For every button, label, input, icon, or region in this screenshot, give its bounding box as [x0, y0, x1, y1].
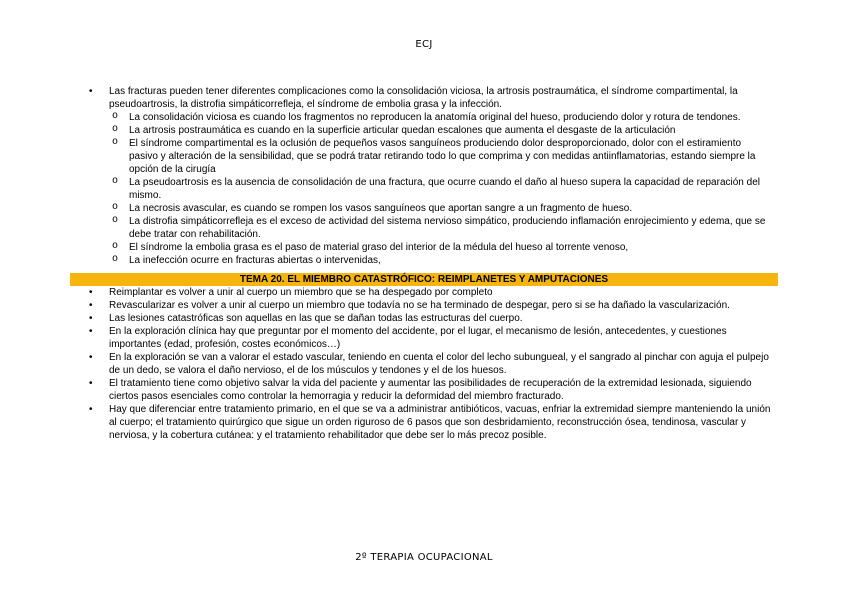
bullet-icon: • — [89, 378, 93, 389]
sub-list-item: o La necrosis avascular, es cuando se rompen los vasos sanguíneos que aportan sangre a un fragmento de hueso. — [112, 202, 633, 214]
circle-bullet-icon: o — [112, 111, 119, 122]
sub-list-item: o La pseudoartrosis es la ausencia de consolidación de una fractura, que ocurre cuando el daño al hueso supera la capacidad de reparación del mismo. — [112, 176, 760, 201]
bullet-icon: • — [89, 86, 93, 97]
list-item: • Reimplantar es volver a unir al cuerpo un miembro que se ha despegado por completo — [89, 287, 493, 298]
document-body — [0, 85, 848, 442]
circle-bullet-icon: o — [112, 215, 119, 226]
list-item: • Las lesiones catastróficas son aquellas en las que se dañan todas las estructuras del cuerpo. — [89, 313, 523, 324]
list-item — [0, 85, 848, 267]
sub-list — [0, 111, 848, 267]
bullet-icon: • — [89, 404, 93, 415]
bullet-icon: • — [89, 313, 93, 324]
circle-bullet-icon: o — [112, 202, 119, 213]
intro-list — [0, 85, 848, 267]
list-item: • Revascularizar es volver a unir al cuerpo un miembro que todavía no se ha terminado de despegar, pero si se ha dañado la vascularización. — [89, 300, 730, 311]
sub-list-item: o El síndrome la embolia grasa es el paso de material graso del interior de la médula del hueso al torrente venoso, — [112, 241, 629, 253]
intro-text: Las fracturas pueden tener diferentes complicaciones como la consolidación viciosa, la artrosis postraumática, el síndrome compartimental, la pseudoartrosis, la distrofia simpáticorrefleja, el síndrome de embolia grasa y la infección. — [109, 86, 738, 110]
section-list — [0, 286, 848, 442]
sub-list-item: o La inefección ocurre en fracturas abiertas o intervenidas, — [112, 254, 381, 266]
sub-list-item: o La distrofia simpáticorrefleja es el exceso de actividad del sistema nervioso simpático, produciendo inflamación enrojecimiento y edema, que se debe tratar con rehabilitación. — [112, 215, 766, 240]
circle-bullet-icon: o — [112, 137, 119, 148]
list-item: • El tratamiento tiene como objetivo salvar la vida del paciente y aumentar las posibilidades de recuperación de la extremidad lesionada, siguiendo ciertos pasos esenciales como controlar la hemorragia y reducir la deformidad del miembro fracturado. — [89, 378, 752, 402]
list-item: • En la exploración clínica hay que preguntar por el momento del accidente, por el lugar, el mecanismo de lesión, antecedentes, y cuestiones importantes (edad, profesión, costes económicos…) — [89, 326, 727, 350]
circle-bullet-icon: o — [112, 241, 119, 252]
bullet-icon: • — [89, 352, 93, 363]
sub-list-item: o La artrosis postraumática es cuando en la superficie articular quedan escalones que aumenta el desgaste de la articulación — [112, 124, 676, 136]
circle-bullet-icon: o — [112, 124, 119, 135]
list-item: • Hay que diferenciar entre tratamiento primario, en el que se va a administrar antibióticos, vacuas, enfriar la extremidad siempre manteniendo la unión al cuerpo; el tratamiento quirúrgico que sigue un orden riguroso de 6 pasos que son desbridamiento, reconstrucción ósea, tendinosa, vascular y nerviosa, y la cobertura cutánea: y el tratamiento rehabilitador que debe ser lo más precoz posible. — [89, 404, 771, 441]
bullet-icon: • — [89, 287, 93, 298]
section-title: TEMA 20. EL MIEMBRO CATASTRÓFICO: REIMPLANETES Y AMPUTACIONES — [70, 273, 778, 286]
circle-bullet-icon: o — [112, 254, 119, 265]
circle-bullet-icon: o — [112, 176, 119, 187]
page-footer: 2º TERAPIA OCUPACIONAL — [355, 552, 493, 563]
bullet-icon: • — [89, 300, 93, 311]
sub-list-item: o La consolidación viciosa es cuando los fragmentos no reproducen la anatomía original del hueso, produciendo dolor y rotura de tendones. — [112, 111, 741, 123]
sub-list-item: o El síndrome compartimental es la oclusión de pequeños vasos sanguíneos produciendo dolor desproporcionado, dolor con el estiramiento pasivo y alteración de la sensibilidad, que se podrá tratar retirando todo lo que comprima y con medidas antiinflamatorias, estando siempre la opción de la cirugía — [112, 137, 756, 175]
bullet-icon: • — [89, 326, 93, 337]
list-item: • En la exploración se van a valorar el estado vascular, teniendo en cuenta el color del lecho subungueal, y el sangrado al pinchar con aguja el pulpejo de un dedo, se valora el daño nervioso, el de los músculos y tendones y el de los huesos. — [89, 352, 769, 376]
page-header: ECJ — [415, 39, 433, 50]
